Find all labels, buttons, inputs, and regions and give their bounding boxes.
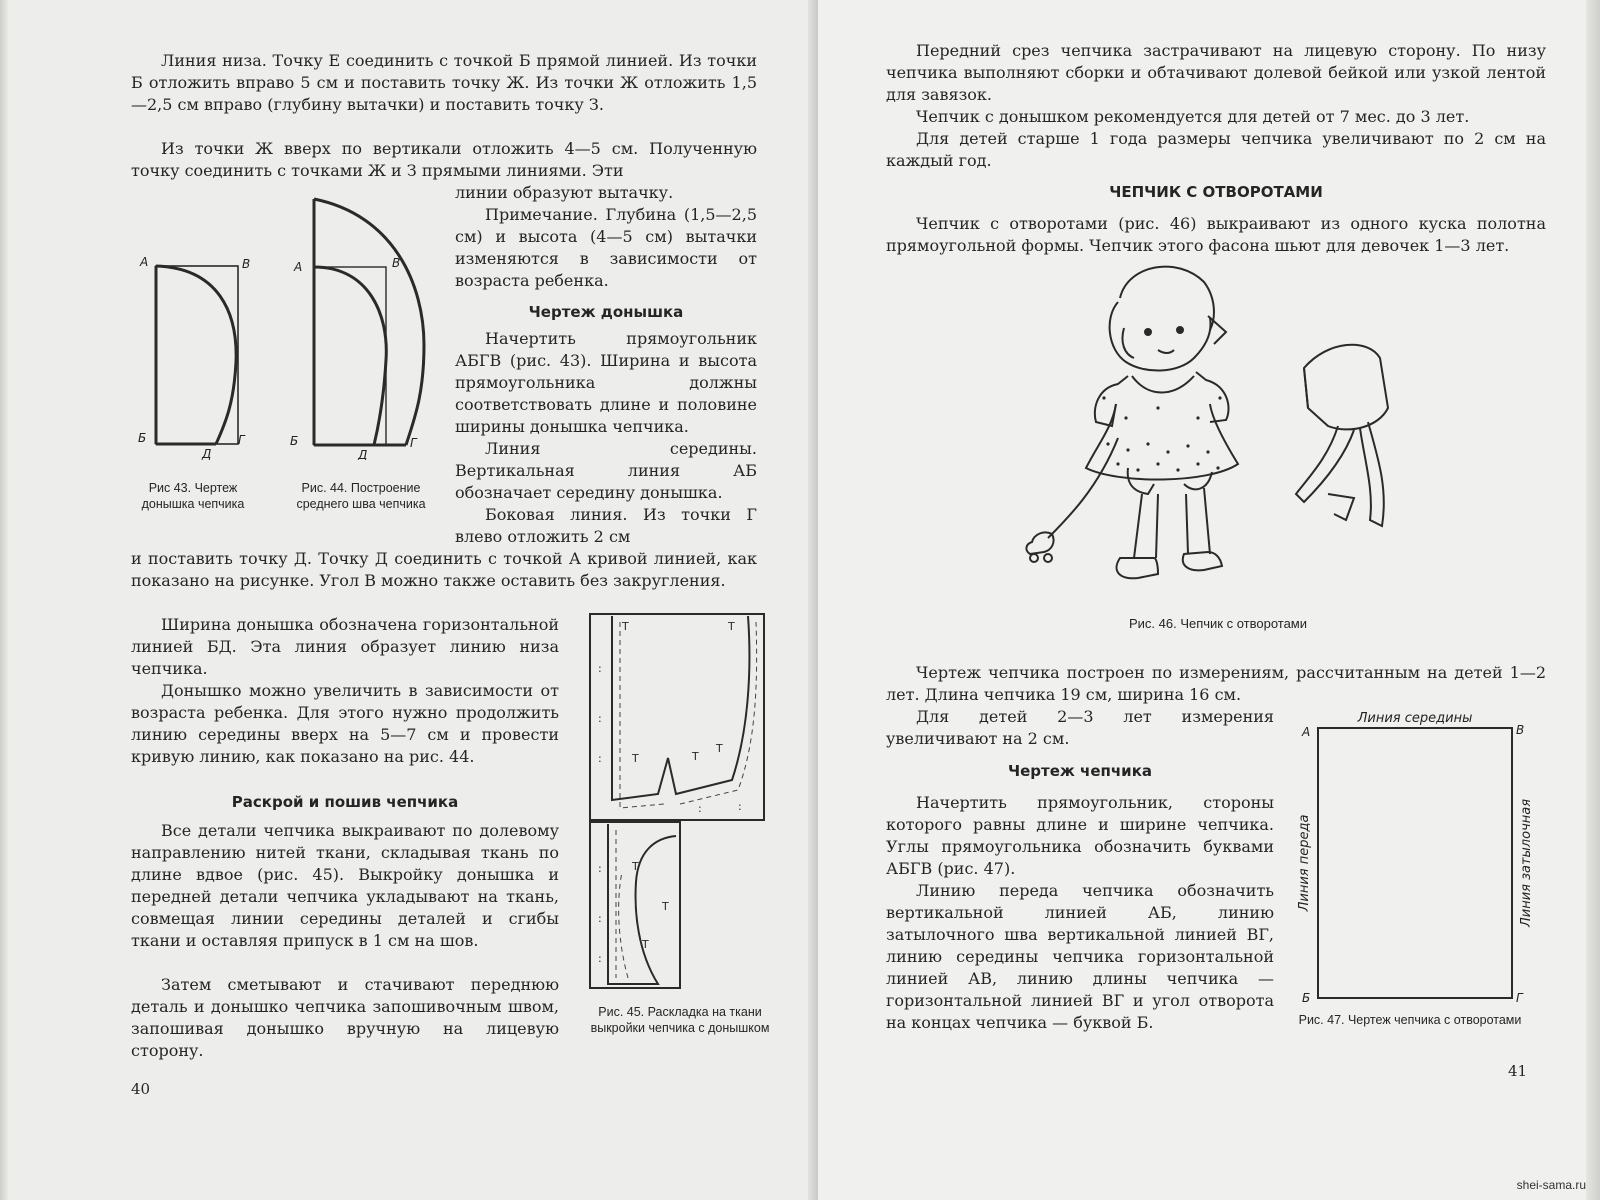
paragraph-cutting: Все детали чепчика выкраивают по долевому направлению нитей ткани, складывая ткань по длине вдвое (рис. 45). Выкройку донышка и передней детали чепчика укладывают на ткань, совмещая линии середины деталей и сгибы ткани и оставляя припуск в 1 см на шов.: [131, 821, 559, 950]
right-page: [818, 0, 1600, 1200]
paragraph-bonnet-intro: Чепчик с отворотами (рис. 46) выкраивают из одного куска полотна прямоугольной формы. Чепчик этого фасона шьют для девочек 1—3 лет.: [886, 214, 1546, 255]
heading-bonnet-drawing: Чертеж чепчика: [1008, 762, 1152, 780]
page-edge-left: [0, 0, 8, 1200]
svg-text:T: T: [632, 752, 639, 765]
svg-text::: :: [598, 952, 602, 965]
paragraph-front-edge: Передний срез чепчика застрачивают на лицевую сторону. По низу чепчика выполняют сборки и обтачивают долевой бейкой или узкой лентой для завязок.: [886, 41, 1546, 104]
figure-43-drawing: [128, 252, 258, 462]
fig43-label-g: Г: [238, 433, 245, 447]
svg-text::: :: [598, 662, 602, 675]
paragraph-width: Ширина донышка обозначена горизонтальной линией БД. Эта линия образует линию низа чепчика.: [131, 615, 559, 678]
svg-text:T: T: [632, 860, 639, 873]
fig43-label-v: В: [242, 257, 251, 271]
fig44-label-b: Б: [290, 434, 299, 448]
figure-45-drawing: [588, 612, 768, 992]
fig44-label-g: Г: [410, 436, 417, 450]
paragraph-older-children: Для детей 2—3 лет измерения увеличивают на 2 см.: [886, 707, 1274, 748]
fig47-label-b: Б: [1302, 991, 1311, 1005]
figure-47-drawing: [1288, 706, 1534, 1006]
svg-text::: :: [698, 802, 702, 815]
paragraph-bottom-line: Линия низа. Точку Е соединить с точкой Б прямой линией. Из точки Б отложить вправо 5 см и поставить точку Ж. Из точки Ж отложить 1,5—2,5 см вправо (глубину вытачки) и поставить точку З.: [131, 51, 757, 114]
fig47-label-top: Линия середины: [1357, 711, 1473, 726]
paragraph-enlarge: Донышко можно увеличить в зависимости от возраста ребенка. Для этого нужно продолжить линию середины вверх на 5—7 см и провести кривую линию, как показано на рис. 44.: [131, 681, 559, 766]
paragraph-dart-form: линии образуют вытачку.: [455, 183, 674, 202]
svg-text:T: T: [728, 620, 735, 633]
figure-43-caption: Рис 43. Чертеж донышка чепчика: [141, 481, 245, 511]
svg-text:T: T: [662, 900, 669, 913]
fig47-label-a: А: [1302, 725, 1311, 739]
figure-44-caption: Рис. 44. Построение среднего шва чепчика: [296, 481, 426, 511]
fig44-label-v: В: [392, 256, 401, 270]
paragraph-stitching: Затем сметывают и стачивают переднюю деталь и донышко чепчика запошивочным швом, запошивая донышко вручную на лицевую сторону.: [131, 975, 559, 1060]
fig43-label-b: Б: [138, 431, 147, 445]
svg-text::: :: [598, 862, 602, 875]
fig47-label-g: Г: [1516, 991, 1523, 1005]
paragraph-size-increase: Для детей старше 1 года размеры чепчика увеличивают по 2 см на каждый год.: [886, 129, 1546, 170]
figure-46-caption: Рис. 46. Чепчик с отворотами: [1128, 616, 1308, 631]
fig44-label-a: А: [294, 260, 303, 274]
svg-text::: :: [598, 752, 602, 765]
fig44-label-d: Д: [358, 448, 368, 460]
page-number-left: 40: [131, 1080, 151, 1098]
fig47-label-v: В: [1516, 723, 1525, 737]
heading-bonnet-with-cuffs: ЧЕПЧИК С ОТВОРОТАМИ: [1109, 183, 1323, 201]
figure-46-illustration: [1008, 258, 1428, 608]
paragraph-dart-height: Из точки Ж вверх по вертикали отложить 4—5 см. Полученную точку соединить с точками Ж и З прямыми линиями. Эти: [131, 139, 757, 180]
paragraph-draw-rectangle: Начертить прямоугольник, стороны которого равны длине и ширине чепчика. Углы прямоугольника обозначить буквами АБГВ (рис. 47).: [886, 793, 1274, 878]
paragraph-middle-line: Линия середины. Вертикальная линия АБ обозначает середину донышка.: [455, 439, 757, 502]
fig43-label-d: Д: [202, 447, 212, 461]
svg-text:T: T: [622, 620, 629, 633]
page-number-right: 41: [1508, 1062, 1528, 1080]
paragraph-side-line: Боковая линия. Из точки Г влево отложить 2 см: [455, 505, 757, 546]
fig47-label-left: Линия переда: [1297, 814, 1312, 912]
fig43-label-a: А: [140, 255, 149, 269]
figure-45-caption: Рис. 45. Раскладка на ткани выкройки чепчика с донышком: [590, 1005, 770, 1035]
heading-cutting-sewing: Раскрой и пошив чепчика: [231, 793, 459, 811]
figure-47-caption: Рис. 47. Чертеж чепчика с отворотами: [1298, 1013, 1522, 1027]
paragraph-point-d: и поставить точку Д. Точку Д соединить с точкой А кривой линией, как показано на рисунке. Угол В можно также оставить без закругления.: [131, 549, 757, 590]
paragraph-rectangle: Начертить прямоугольник АБГВ (рис. 43). Ширина и высота прямоугольника должны соответствовать длине и половине ширины донышка чепчика.: [455, 329, 757, 436]
svg-text:T: T: [716, 742, 723, 755]
svg-text::: :: [598, 712, 602, 725]
fig47-label-right: Линия затылочная: [1519, 798, 1534, 928]
figure-44-drawing: [284, 195, 434, 460]
watermark: shei-sama.ru: [1516, 1178, 1586, 1192]
svg-text::: :: [598, 912, 602, 925]
paragraph-lines: Линию переда чепчика обозначить вертикальной линией АБ, линию затылочного шва вертикальной линией ВГ, линию середины чепчика горизонтальной линией АВ, линию длины чепчика — горизонтальной линией ВГ и угол отворота на концах чепчика — буквой Б.: [886, 881, 1274, 1032]
svg-text:T: T: [642, 938, 649, 951]
paragraph-measurements: Чертеж чепчика построен по измерениям, рассчитанным на детей 1—2 лет. Длина чепчика 19 см, ширина 16 см.: [886, 663, 1546, 704]
svg-text::: :: [738, 800, 742, 813]
page-edge-right: [1586, 0, 1600, 1200]
paragraph-recommend: Чепчик с донышком рекомендуется для детей от 7 мес. до 3 лет.: [916, 107, 1470, 126]
note-paragraph: Примечание. Глубина (1,5—2,5 см) и высота (4—5 см) вытачки изменяются в зависимости от возраста ребенка.: [455, 205, 757, 290]
heading-bottom-drawing: Чертеж донышка: [528, 303, 684, 321]
svg-text:T: T: [692, 750, 699, 763]
